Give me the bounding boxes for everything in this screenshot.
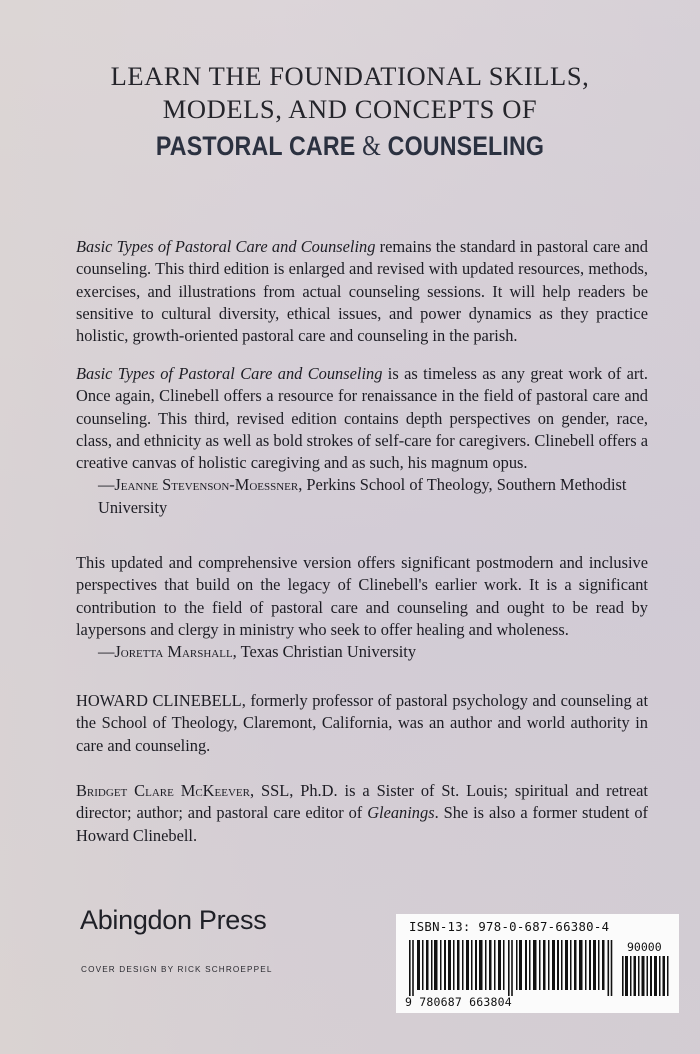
author-bio-mckeever-pre: , SSL, Ph.D. is a Sister of St. Louis; spiritual and retreat director; author; and pastoral care editor of <box>76 781 648 823</box>
headline-subject <box>49 126 651 167</box>
cover-headline <box>0 60 700 167</box>
description-paragraph <box>76 236 648 347</box>
headline-line-2: MODELS, AND CONCEPTS OF <box>162 94 538 124</box>
author-name-clinebell: HOWARD CLINEBELL <box>76 691 242 710</box>
endorsement-2-dash: — <box>98 642 115 662</box>
description-text: remains the standard in pastoral care and counseling. This third edition is enlarged and revised with updated resources, methods, exercises, and illustrations from actual counseling sessions. It will help readers be sensitive to cultural diversity, ethical issues, and power dynamics as they practice holistic, growth-oriented pastoral care and counseling in the parish. <box>76 237 648 346</box>
endorsement-2-attribution <box>76 641 648 663</box>
endorsement-1 <box>76 363 648 519</box>
author-bio-mckeever <box>76 780 648 847</box>
publisher-logo: Abingdon Press <box>80 905 267 935</box>
gleanings-title: Gleanings <box>367 803 435 823</box>
endorsement-2-quote: This updated and comprehensive version offers significant postmodern and inclusive perspectives that build on the legacy of Clinebell's earlier work. It is a significant contribution to the field of pastoral care and counseling and ought to be read by laypersons and clergy in ministry who seek to offer healing and wholeness. <box>76 553 648 639</box>
isbn-number: ISBN-13: 978-0-687-66380-4 <box>409 920 610 934</box>
author-bio-clinebell <box>76 690 648 757</box>
cover-design-credit: COVER DESIGN BY RICK SCHROEPPEL <box>81 965 273 974</box>
price-code: 90000 <box>627 940 662 954</box>
book-title-italic: Basic Types of Pastoral Care and Counseling <box>76 237 376 256</box>
endorsement-1-attribution <box>76 474 648 519</box>
ean-digits: 9 780687 663804 <box>405 995 512 1009</box>
endorsement-1-name: Jeanne Stevenson-Moessner <box>114 475 299 495</box>
headline-line-1: LEARN THE FOUNDATIONAL SKILLS, <box>110 61 590 91</box>
price-addon-barcode <box>622 956 672 996</box>
endorsement-1-affiliation: , Perkins School of Theology, Southern Methodist University <box>98 475 627 517</box>
author-bio-mckeever-post: . She is also a former student of Howard Clinebell. <box>76 803 648 845</box>
endorsement-1-text: is as timeless as any great work of art. Once again, Clinebell offers a resource for renaissance in the field of pastoral care and counseling. This third, revised edition contains depth perspectives on gender, race, class, and ethnicity as well as bold strokes of self-care for caregivers. Clinebell offers a creative canvas of holistic caregiving and as such, his magnum opus. <box>76 364 648 473</box>
headline-ampersand: & <box>362 131 382 162</box>
barcode-label <box>396 914 679 1013</box>
author-bio-clinebell-body: , formerly professor of pastoral psychology and counseling at the School of Theology, Claremont, California, was an author and world authority in care and counseling. <box>76 691 648 755</box>
headline-subject-pastoral-care: PASTORAL CARE <box>155 131 356 161</box>
endorsement-2-affiliation: , Texas Christian University <box>232 642 417 662</box>
ean-barcode <box>409 940 614 996</box>
book-description <box>76 236 648 347</box>
endorsement-1-dash: — <box>98 475 115 495</box>
endorsement-1-book-title: Basic Types of Pastoral Care and Counseling <box>76 364 383 383</box>
headline-subject-counseling: COUNSELING <box>387 131 545 161</box>
author-bio-mckeever-text <box>76 780 648 847</box>
endorsement-2-name: Joretta Marshall <box>114 642 233 662</box>
author-bio-clinebell-text <box>76 690 648 757</box>
author-name-mckeever: Bridget Clare McKeever <box>76 781 250 800</box>
endorsement-2 <box>76 552 648 663</box>
endorsement-1-quote <box>76 363 648 474</box>
